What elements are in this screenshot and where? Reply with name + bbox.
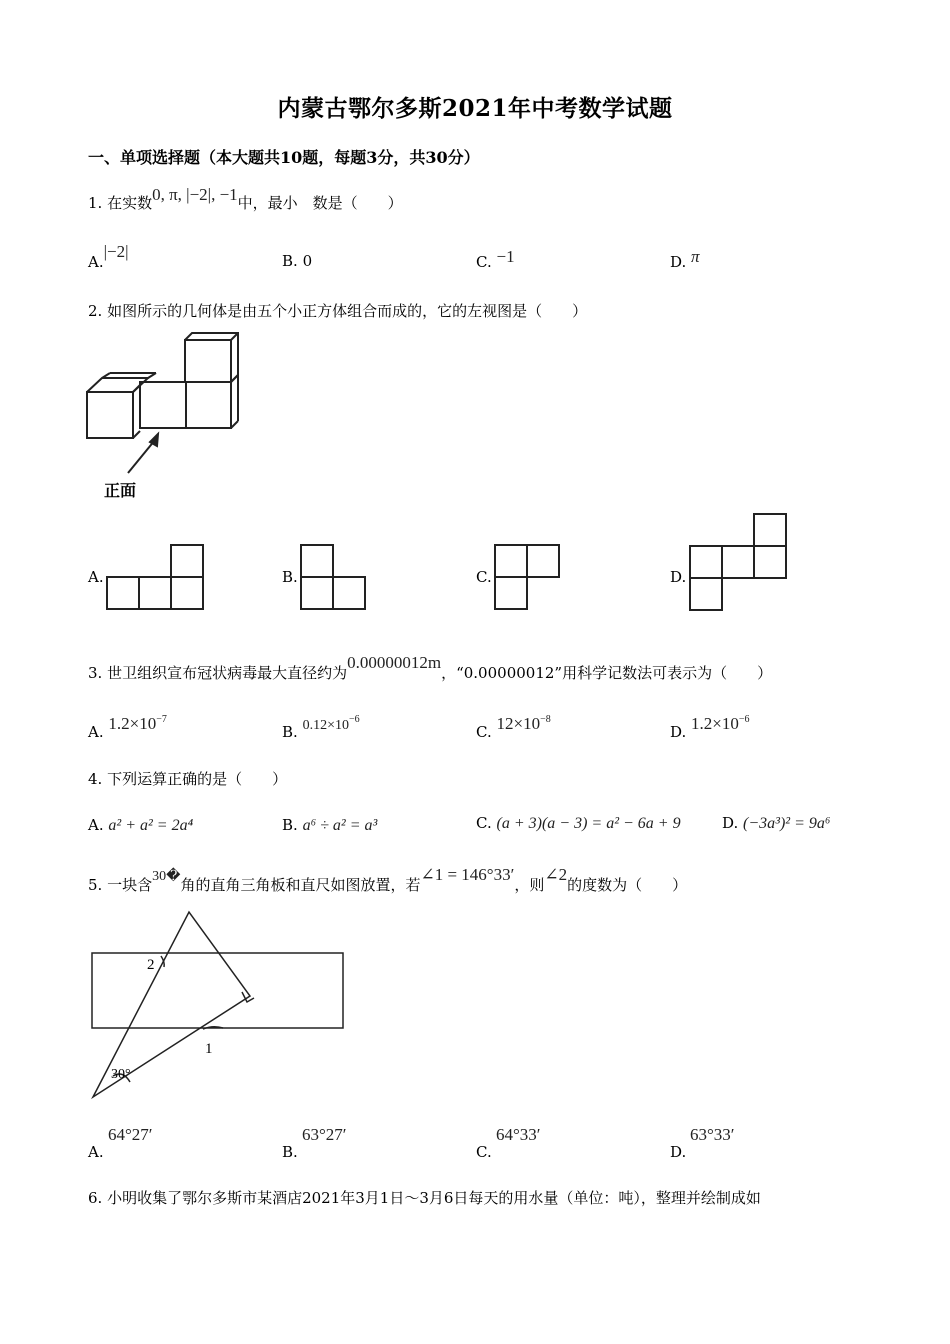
q1-math: 0, π, |−2|, −1 [152,185,238,204]
option-letter: C. [476,253,492,271]
q5-option-c-value: 64°33′ [496,1125,541,1144]
option-base: 0.12×10 [302,718,349,733]
q5-triangle-ruler-figure [85,910,355,1105]
q4-option-c[interactable] [476,814,681,833]
q5-angle-1: ∠1 = 146°33′ [420,865,515,884]
option-text: 0 [302,252,313,270]
q2-option-d-figure [688,512,788,612]
q5-suffix: 的度数为（ ） [567,876,688,894]
q5-angle-30: 30� [152,869,181,884]
page-title: 内蒙古鄂尔多斯2021年中考数学试题 [277,95,673,122]
option-letter: A. [88,723,104,741]
option-text: (a + 3)(a − 3) = a² − 6a + 9 [496,815,681,832]
option-exp: −6 [738,714,750,725]
q4-option-d[interactable] [722,814,830,833]
option-base: 1.2×10 [108,714,157,733]
label-30: 30° [111,1067,131,1082]
option-letter: D. [670,723,687,741]
q3-option-a[interactable] [88,714,167,742]
label-1: 1 [205,1041,213,1057]
question-6: 6. 小明收集了鄂尔多斯市某酒店2021年3月1日～3月6日每天的用水量（单位：吨），整理并绘制成如 [88,1189,761,1207]
option-exp: −7 [156,714,167,725]
q3-prefix: 3. 世卫组织宣布冠状病毒最大直径约为 [88,664,348,682]
option-letter: D. [670,253,687,271]
question-3 [88,653,773,683]
option-text: (−3a³)² = 9a⁶ [743,815,831,832]
q4-option-a[interactable] [88,816,193,835]
q1-option-c[interactable] [476,247,515,272]
option-text: −1 [496,247,515,266]
option-letter: C. [476,723,492,741]
q2-option-a-figure [105,543,205,611]
q5-option-d-value: 63°33′ [690,1125,735,1144]
q2-option-c[interactable]: C. [476,568,492,586]
q1-option-d[interactable] [670,247,700,272]
question-4: 4. 下列运算正确的是（ ） [88,770,288,788]
q4-option-b[interactable] [282,816,377,835]
question-2: 2. 如图所示的几何体是由五个小正方体组合而成的，它的左视图是（ ） [88,302,588,320]
q3-math: 0.00000012m [347,653,442,672]
q5-mid2: ，则 [514,876,545,894]
section-heading: 一、单项选择题（本大题共10题，每题3分，共30分） [88,148,480,167]
q1-suffix: 中，最小 数是（ ） [237,194,403,212]
q1-prefix: 1. 在实数 [88,194,153,212]
option-text: a⁶ ÷ a² = a³ [302,817,378,834]
q3-option-d[interactable] [670,714,750,742]
option-letter: D. [722,814,739,832]
q2-option-b-figure [299,543,367,611]
q5-prefix: 5. 一块含 [88,876,153,894]
option-exp: −8 [540,714,551,725]
option-letter: A. [88,816,104,834]
q1-option-a[interactable] [88,242,129,272]
option-text: a² + a² = 2a⁴ [108,817,194,834]
option-base: 12×10 [496,714,541,733]
q5-option-b-value: 63°27′ [302,1125,347,1144]
q3-option-c[interactable] [476,714,551,742]
question-1 [88,185,403,213]
option-letter: B. [282,816,298,834]
q3-option-b[interactable] [282,714,360,742]
q3-suffix: ，“0.00000012”用科学记数法可表示为（ ） [441,664,773,682]
option-text: |−2| [103,242,129,261]
option-text: π [691,247,700,266]
q2-option-d[interactable]: D. [670,568,687,586]
option-letter: A. [88,253,104,271]
q5-option-a-value: 64°27′ [108,1125,153,1144]
option-letter: C. [476,814,492,832]
q1-option-b[interactable] [282,252,312,270]
q5-option-c[interactable]: C. [476,1143,492,1161]
q2-option-a[interactable]: A. [88,568,104,586]
option-letter: B. [282,252,298,270]
q5-mid: 角的直角三角板和直尺如图放置，若 [180,876,421,894]
q5-option-d[interactable]: D. [670,1143,687,1161]
q2-option-b[interactable]: B. [282,568,298,586]
q5-option-a[interactable]: A. [88,1143,104,1161]
q5-angle-2: ∠2 [544,865,568,884]
option-exp: −6 [348,714,360,725]
question-5 [88,865,688,895]
option-base: 1.2×10 [691,714,739,733]
front-label: 正面 [104,481,137,500]
q2-option-c-figure [493,543,561,611]
label-2: 2 [147,957,155,973]
option-letter: B. [282,723,298,741]
q5-option-b[interactable]: B. [282,1143,298,1161]
